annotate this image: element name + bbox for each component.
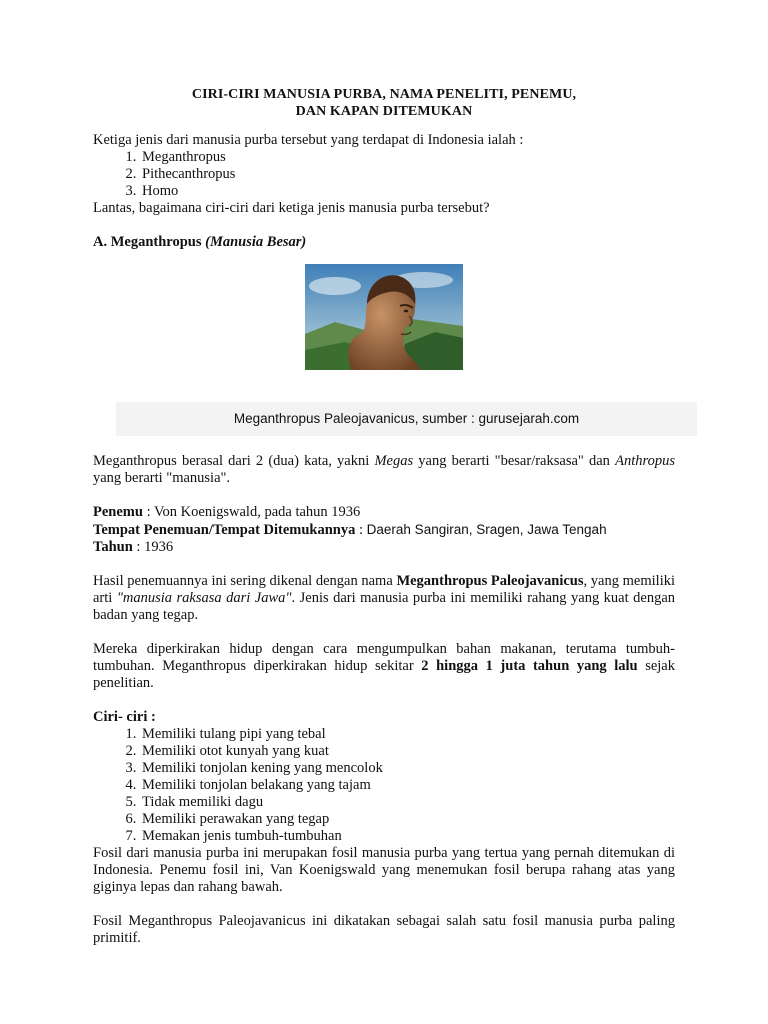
title-line-2: DAN KAPAN DITEMUKAN: [295, 104, 473, 119]
list-item: 1. Meganthropus: [140, 149, 675, 166]
intro-text: Ketiga jenis dari manusia purba tersebut yang terdapat di Indonesia ialah :: [93, 132, 524, 148]
mereka-paragraph: [93, 641, 675, 692]
penemu-value: : Von Koenigswald, pada tahun 1936: [142, 504, 361, 520]
hasil-t1: Hasil penemuannya ini sering dikenal dengan nama: [93, 573, 397, 589]
etymology-megas: Megas: [374, 453, 414, 469]
mereka-t1: Mereka diperkirakan hidup dengan cara mengumpulkan bahan makanan, terutama tumbuh-tumbuhan. Meganthropus diperkirakan hidup sekitar: [93, 641, 675, 674]
question-text: Lantas, bagaimana ciri-ciri dari ketiga jenis manusia purba tersebut?: [93, 200, 490, 216]
ciri-heading: Ciri- ciri :: [93, 709, 156, 725]
hasil-bold: Meganthropus Paleojavanicus: [396, 573, 584, 589]
list-item: 6. Memiliki perawakan yang tegap: [140, 811, 675, 828]
list-item: 3. Homo: [140, 183, 675, 200]
section-a-prefix: A. Meganthropus: [93, 234, 206, 250]
list-item: 2. Pithecanthropus: [140, 166, 675, 183]
etymology-t1: Meganthropus berasal dari 2 (dua) kata, yakni: [93, 453, 375, 469]
penemu-line: [93, 504, 675, 521]
etymology-paragraph: [93, 453, 675, 487]
penemu-label: Penemu: [93, 504, 143, 520]
fosil-paragraph-1: Fosil dari manusia purba ini merupakan fosil manusia purba yang tertua yang pernah ditemukan di Indonesia. Penemu fosil ini, Van Koenigswald yang menemukan fosil berupa rahang atas yang giginya lepas dan rahang bawah.: [93, 845, 675, 895]
hasil-italic: "manusia raksasa dari Jawa": [116, 590, 292, 606]
mereka-t2: sejak penelitian.: [93, 658, 675, 691]
list-item: 1. Memiliki tulang pipi yang tebal: [140, 726, 675, 743]
list-item: 2. Memiliki otot kunyah yang kuat: [140, 743, 675, 760]
title-line-1: CIRI-CIRI MANUSIA PURBA, NAMA PENELITI, PENEMU,: [191, 87, 577, 102]
hasil-paragraph: [93, 573, 675, 624]
document-page: [93, 86, 675, 947]
tahun-line: [93, 539, 675, 556]
hasil-t2: , yang memiliki arti: [93, 573, 675, 606]
fosil-paragraph-2: Fosil Meganthropus Paleojavanicus ini dikatakan sebagai salah satu fosil manusia purba paling primitif.: [93, 913, 675, 946]
etymology-t2: yang berarti "besar/raksasa" dan: [413, 453, 616, 469]
tempat-line: [93, 521, 675, 539]
figure: [93, 264, 675, 394]
early-human-illustration-icon: [305, 264, 463, 370]
mereka-bold: 2 hingga 1 juta tahun yang lalu: [421, 658, 638, 674]
tempat-label: Tempat Penemuan/Tempat Ditemukannya: [93, 522, 356, 538]
etymology-t3: yang berarti "manusia".: [93, 470, 231, 486]
tahun-label: Tahun: [93, 539, 133, 555]
list-item: 3. Memiliki tonjolan kening yang mencolok: [140, 760, 675, 777]
types-list: [93, 149, 675, 200]
image-caption: Meganthropus Paleojavanicus, sumber : gurusejarah.com: [116, 402, 697, 436]
list-item: 7. Memakan jenis tumbuh-tumbuhan: [140, 828, 675, 845]
section-a-heading: [93, 234, 675, 251]
list-item: 5. Tidak memiliki dagu: [140, 794, 675, 811]
hasil-t3: . Jenis dari manusia purba ini memiliki rahang yang kuat dengan badan yang tegap.: [93, 590, 676, 623]
ciri-list: [93, 726, 675, 845]
section-a-italic: (Manusia Besar): [205, 234, 307, 250]
tempat-sep: :: [355, 522, 367, 538]
etymology-anthropus: Anthropus: [615, 453, 675, 469]
tempat-value: Daerah Sangiran, Sragen, Jawa Tengah: [366, 522, 607, 537]
tahun-value: : 1936: [132, 539, 174, 555]
list-item: 4. Memiliki tonjolan belakang yang tajam: [140, 777, 675, 794]
